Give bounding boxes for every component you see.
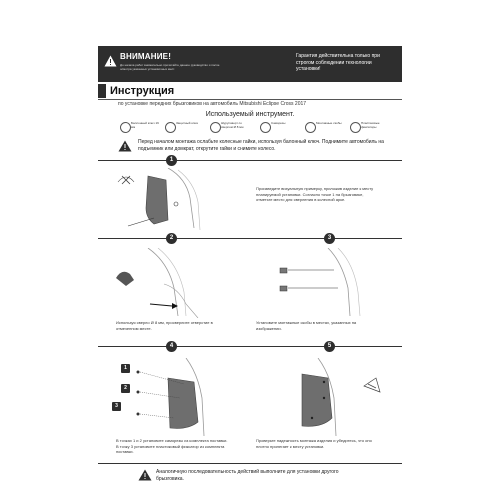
preparation-text: Перед началом монтажа ослабьте колесные гайки, используя балонный ключ. Поднимите автомобиль на подъемник или домкрат, открутите гайки и снимите колесо. (138, 139, 384, 152)
step-1-illustration (108, 168, 228, 234)
tool-label: Монтажные скобы (316, 121, 342, 125)
warning-title: ВНИМАНИЕ! (120, 52, 172, 61)
step-caption: Используя сверло Ø 8 мм, просверлите отверстие в отмеченном месте. (116, 320, 213, 331)
wrench-icon (120, 122, 131, 133)
repeat-text: Аналогичную последовательность действий выполните для установки другого брызговика. (156, 469, 339, 482)
section-divider (98, 238, 402, 239)
guarantee-text: Гарантия действительна только при строгом соблюдении технологии установки! (296, 53, 380, 72)
step-number: 2 (166, 233, 177, 244)
step-5-illustration (268, 358, 398, 438)
page-subtitle: по установке передних брызговиков на автомобиль Mitsubishi Eclipse Cross 2017 (118, 101, 307, 107)
callout-number: 1 (121, 364, 130, 373)
section-divider (98, 463, 402, 464)
tools-list (120, 121, 390, 135)
tool-label: Баллонный ключ 19 мм (131, 121, 159, 129)
tool-label: Пластиковые фиксаторы (361, 121, 380, 129)
preparation-note (98, 138, 402, 156)
step-number: 3 (324, 233, 335, 244)
drill-icon (210, 122, 221, 133)
step-number: 5 (324, 341, 335, 352)
warning-icon (138, 469, 152, 481)
title-divider (98, 99, 402, 100)
step-2-illustration (108, 248, 228, 318)
step-number: 1 (166, 155, 177, 166)
warning-icon (104, 55, 117, 67)
warning-banner (98, 46, 402, 82)
section-divider (98, 346, 402, 347)
tool-label: Саморезы (271, 121, 286, 125)
callout-number: 3 (112, 402, 121, 411)
section-divider (98, 160, 402, 161)
key-icon (165, 122, 176, 133)
warning-icon (118, 140, 132, 152)
title-accent (98, 84, 106, 98)
tool-label: Шуруповерт со сверлом Ø 8 мм (221, 121, 244, 129)
tools-title: Используемый инструмент. (205, 111, 295, 118)
warning-subtitle: До начала работ внимательно прочитайте данное руководство и после осмотра указанных установочных мест. (120, 63, 220, 71)
callout-number: 2 (121, 384, 130, 393)
step-caption: Проверьте надежность монтажа изделия и убедитесь, что оно плотно прилегает к месту установки. (256, 438, 372, 449)
page-title: Инструкция (110, 85, 175, 97)
title-row (98, 84, 402, 98)
step-number: 4 (166, 341, 177, 352)
repeat-note (98, 466, 402, 486)
screw-icon (260, 122, 271, 133)
clip-icon (305, 122, 316, 133)
step-caption: Установите монтажные скобы в местах, указанных на изображении. (256, 320, 357, 331)
step-caption: Произведите визуальную примерку, приложив изделие к месту планируемой установки. Согласно точке 1 на брызговике, отметьте место для сверления в колесной арке. (256, 186, 374, 202)
tool-label: Защитный ключ (176, 121, 199, 125)
fastener-icon (350, 122, 361, 133)
step-caption: В точках 1 и 2 установите саморезы из комплекта поставки. В точку 3 установите пластиковый фиксатор из комплекта поставки. (116, 438, 228, 454)
instruction-sheet (98, 46, 402, 488)
step-3-illustration (268, 248, 388, 318)
